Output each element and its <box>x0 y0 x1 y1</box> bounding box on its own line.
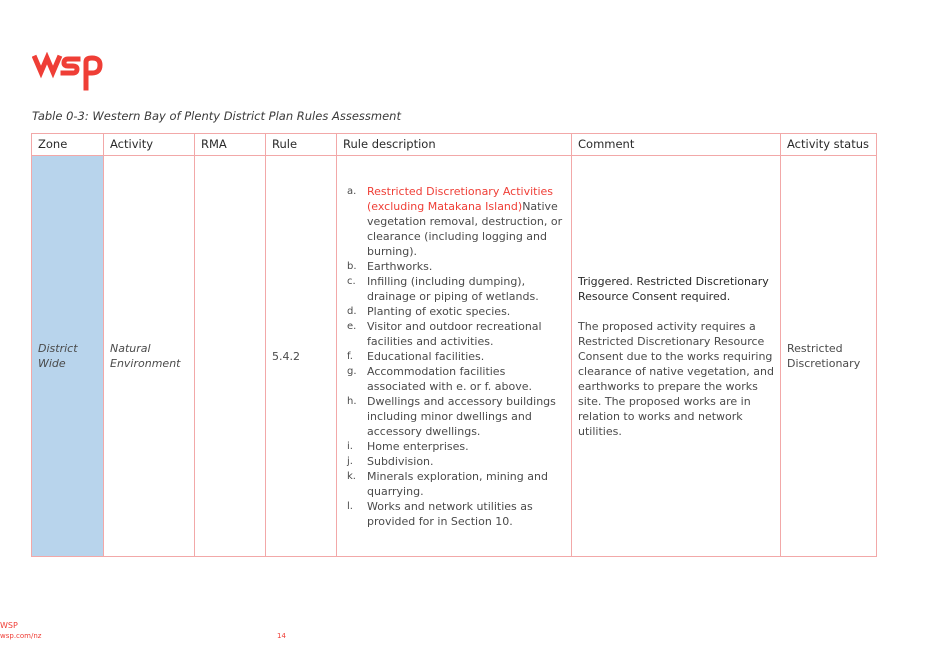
item-text: Dwellings and accessory buildings including minor dwellings and accessory dwellings. <box>367 394 556 438</box>
header-zone: Zone <box>32 134 104 156</box>
list-marker: a. <box>347 185 357 197</box>
item-text: Visitor and outdoor recreational facilities and activities. <box>367 319 542 348</box>
cell-activity: Natural Environment <box>104 156 195 557</box>
list-marker: k. <box>347 470 356 482</box>
footer-brand: WSP <box>0 621 18 630</box>
item-text: Educational facilities. <box>367 349 485 363</box>
header-activity-status: Activity status <box>781 134 877 156</box>
header-rma: RMA <box>195 134 266 156</box>
header-activity: Activity <box>104 134 195 156</box>
item-text: Infilling (including dumping), drainage or piping of wetlands. <box>367 274 539 303</box>
footer-url[interactable]: wsp.com/nz <box>0 632 42 640</box>
highlight-text: Restricted Discretionary Activities (excluding Matakana Island) <box>367 184 554 213</box>
rule-description-item <box>347 274 565 304</box>
list-marker: j. <box>347 455 353 467</box>
comment-body: The proposed activity requires a Restricted Discretionary Resource Consent due to the works requiring clearance of native vegetation, and earthworks to prepare the works site. The proposed works are in relation to works and network utilities. <box>578 319 774 438</box>
rule-description-list <box>343 184 565 529</box>
page-number: 14 <box>277 632 286 640</box>
rule-description-item <box>347 394 565 439</box>
cell-zone: District Wide <box>32 156 104 557</box>
list-marker: i. <box>347 440 353 452</box>
list-marker: b. <box>347 260 357 272</box>
comment-trigger: Triggered. Restricted Discretionary Resource Consent required. <box>578 274 769 303</box>
list-marker: c. <box>347 275 356 287</box>
header-comment: Comment <box>572 134 781 156</box>
cell-rma <box>195 156 266 557</box>
table-row <box>32 156 877 557</box>
item-text: Native vegetation removal, destruction, or clearance (including logging and burning). <box>367 199 563 258</box>
list-marker: g. <box>347 365 357 377</box>
item-text: Accommodation facilities associated with e. or f. above. <box>367 364 532 393</box>
header-rule: Rule <box>266 134 337 156</box>
list-marker: h. <box>347 395 357 407</box>
rules-assessment-table <box>31 133 877 557</box>
cell-rule: 5.4.2 <box>266 156 337 557</box>
cell-rule-description <box>337 156 572 557</box>
cell-comment <box>572 156 781 557</box>
item-text: Subdivision. <box>367 454 434 468</box>
rule-description-item <box>347 184 565 259</box>
item-text: Home enterprises. <box>367 439 469 453</box>
rule-description-item <box>347 499 565 529</box>
item-text: Planting of exotic species. <box>367 304 511 318</box>
list-marker: l. <box>347 500 353 512</box>
item-text: Earthworks. <box>367 259 433 273</box>
item-text: Works and network utilities as provided for in Section 10. <box>367 499 533 528</box>
wsp-logo <box>32 52 104 92</box>
rule-description-item <box>347 364 565 394</box>
rule-description-item <box>347 319 565 349</box>
rule-description-item <box>347 469 565 499</box>
list-marker: f. <box>347 350 353 362</box>
cell-activity-status: Restricted Discretionary <box>781 156 877 557</box>
rule-description-item <box>347 304 565 319</box>
rule-description-item <box>347 439 565 454</box>
header-rule-description: Rule description <box>337 134 572 156</box>
rule-description-item <box>347 454 565 469</box>
item-text: Minerals exploration, mining and quarrying. <box>367 469 548 498</box>
rule-description-item <box>347 259 565 274</box>
list-marker: e. <box>347 320 357 332</box>
table-header-row <box>32 134 877 156</box>
list-marker: d. <box>347 305 357 317</box>
rule-description-item <box>347 349 565 364</box>
table-caption: Table 0-3: Western Bay of Plenty District Plan Rules Assessment <box>32 109 401 123</box>
